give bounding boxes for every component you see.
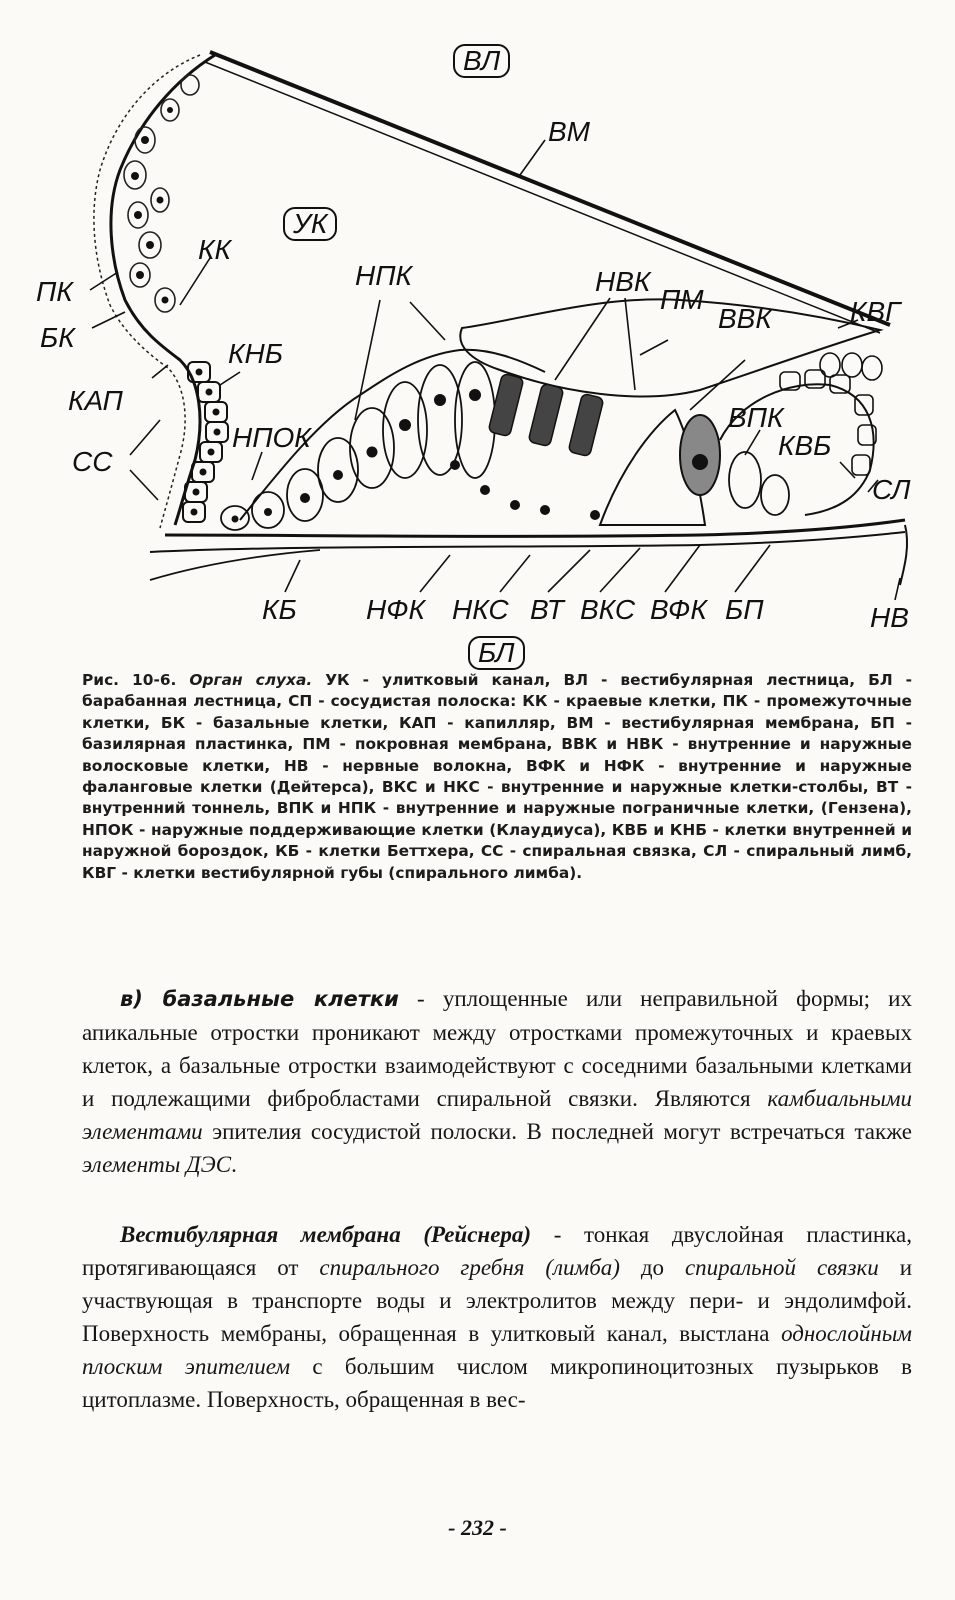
spiral-ligament-lower xyxy=(150,550,320,580)
p2-italic-1: спирального гребня (лимба) xyxy=(319,1255,620,1280)
paragraph-vestibular-membrane xyxy=(82,1218,912,1416)
label-kvb: КВБ xyxy=(778,430,832,461)
label-bp: БП xyxy=(725,594,764,625)
p1-text-2: эпителия сосудистой полоски. В последней могут встречаться также xyxy=(202,1119,912,1144)
label-vfk: ВФК xyxy=(650,594,707,625)
label-vt: ВТ xyxy=(530,594,564,625)
vestibular-membrane-inner xyxy=(205,62,880,333)
label-npk: НПК xyxy=(355,260,413,291)
label-pm: ПМ xyxy=(660,284,704,315)
p2-italic-3: однослойным плоским эпителием xyxy=(82,1321,912,1379)
label-vm: ВМ xyxy=(548,116,590,147)
label-nfk: НФК xyxy=(366,594,425,625)
outer-sulcus-cells xyxy=(183,362,228,522)
vestibular-membrane xyxy=(210,52,890,325)
label-vvk: ВВК xyxy=(718,303,772,334)
basilar-plate xyxy=(165,520,905,536)
limbus-cells xyxy=(820,353,882,380)
label-kk: КК xyxy=(198,234,232,265)
label-knb: КНБ xyxy=(228,338,283,369)
label-kap: КАП xyxy=(68,385,123,416)
p2-text-2: до xyxy=(619,1255,685,1280)
organ-of-corti-drawing xyxy=(0,0,955,660)
organ-of-corti-figure xyxy=(0,0,955,668)
p1-text-3: . xyxy=(231,1152,237,1177)
page-number: - 232 - xyxy=(448,1515,507,1540)
label-vpk: ВПК xyxy=(728,402,784,433)
label-bl: БЛ xyxy=(468,636,525,670)
term-vestibular-membrane: Вестибулярная мембрана (Рейснера) xyxy=(120,1222,532,1247)
p1-text-1: - уплощенные или неправильной формы; их апикальные отростки проникают между отростками промежуточных и краевых клеток, а базальные отростки взаимодействуют с соседними базальными клетками и подлежащими фибробластами спиральной связки. Являются xyxy=(82,986,912,1111)
p2-text-4: с большим числом микропиноцитозных пузырьков в цитоплазме. Поверхность, обращенная в вес- xyxy=(82,1354,912,1412)
label-nv: НВ xyxy=(870,602,909,633)
p2-text-1: - тонкая двуслойная пластинка, протягивающаяся от xyxy=(82,1222,912,1280)
figure-caption xyxy=(82,670,912,884)
nerve-fibers xyxy=(900,525,907,585)
inner-border-cells xyxy=(729,452,789,515)
p1-italic-2: элементы ДЭС xyxy=(82,1152,232,1177)
caption-text: УК - улитковый канал, ВЛ - вестибулярная лестница, БЛ - барабанная лестница, СП - сосудистая полоска: КК - краевые клетки, ПК - промежуточные клетки, БК - базальные клетки, КАП - капилляр, ВМ - вестибулярная мембрана, БП - базилярная пластинка, ПМ - покровная мембрана, ВВК и НВК - внутренние и наружные волосковые клетки, НВ - нервные волокна, ВФК и НФК - внутренние и наружные фаланговые клетки (Дейтерса), ВКС и НКС - внутренние и наружные клетки-столбы, ВТ - внутренний тоннель, ВПК и НПК - внутренние и наружные пограничные клетки, (Гензена), НПОК - наружные поддерживающие клетки (Клаудиуса), КВБ и КНБ - клетки внутренней и наружной бороздок, КБ - клетки Беттхера, СС - спиральная связка, СЛ - спиральный лимб, КВГ - клетки вестибулярной губы (спирального лимба). xyxy=(82,671,913,882)
label-bk: БК xyxy=(40,322,75,353)
label-ss: СС xyxy=(72,446,113,477)
p1-italic-1: камбиальными элементами xyxy=(82,1086,912,1144)
term-basal-cells: в) базальные клетки xyxy=(120,987,399,1011)
outer-hair-cells xyxy=(488,373,604,457)
paragraph-basal-cells xyxy=(82,982,912,1181)
label-npok: НПОК xyxy=(232,422,311,453)
stria-cells xyxy=(124,75,199,312)
caption-prefix: Рис. 10-6. xyxy=(82,671,190,689)
caption-title: Орган слуха. xyxy=(189,671,313,689)
label-pk: ПК xyxy=(36,276,73,307)
label-uk: УК xyxy=(283,207,337,241)
label-vks: ВКС xyxy=(580,594,636,625)
label-sl: СЛ xyxy=(872,474,911,505)
label-nvk: НВК xyxy=(595,266,651,297)
label-kvg: КВГ xyxy=(850,296,901,327)
label-nks: НКС xyxy=(452,594,509,625)
label-kb: КБ xyxy=(262,594,297,625)
p2-text-3: и участвующая в транспорте воды и электролитов между пери- и эндолимфой. Поверхность мембраны, обращенная в улитковый канал, выстлана xyxy=(82,1255,912,1346)
p2-italic-2: спиральной связки xyxy=(684,1255,879,1280)
label-vl: ВЛ xyxy=(453,44,510,78)
